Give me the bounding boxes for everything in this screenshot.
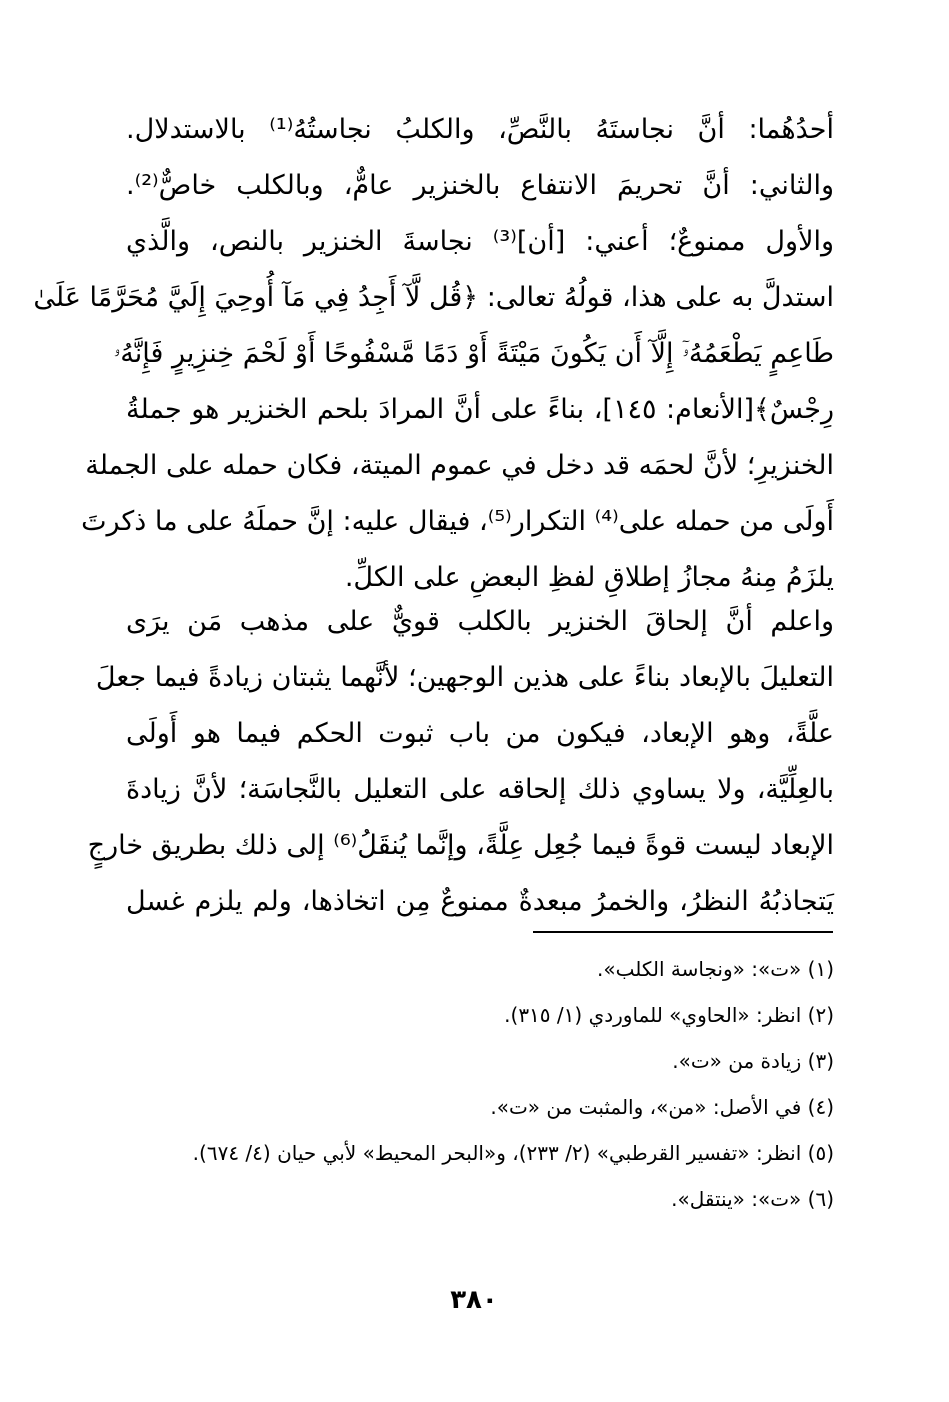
footnote: (٥) انظر: «تفسير القرطبي» (٢/ ٢٣٣)، و«البحر المحيط» لأبي حيان (٤/ ٦٧٤). [192,1141,834,1165]
footnote: (٣) زيادة من «ت». [672,1049,834,1073]
footnotes [126,946,834,1222]
text-line: الإبعاد ليست قوةً فيما جُعِل عِلَّةً، وإنَّما يُنقَلُ⁽⁶⁾ إلى ذلك بطريق خارجٍ [87,830,834,861]
text-line: الخنزيرِ؛ لأنَّ لحمَه قد دخل في عموم الميتة، فكان حمله على الجملة [85,450,834,481]
footnote: (٦) «ت»: «ينتقل». [671,1187,834,1211]
text-line: استدلَّ به على هذا، قولُهُ تعالى: ﴿قُل لَّآ أَجِدُ فِي مَآ أُوحِيَ إِلَيَّ مُحَرَّمًا عَلَىٰ [33,282,834,313]
second-paragraph-block [87,594,834,930]
footnote: (١) «ت»: «ونجاسة الكلب». [597,957,834,981]
footnote: (٢) انظر: «الحاوي» للماوردي (١/ ٣١٥). [504,1003,834,1027]
text-line: التعليلَ بالإبعاد بناءً على هذين الوجهين؛ لأنَّهما يثبتان زيادةً فيما جعلَ [95,662,834,693]
text-line: علَّةً، وهو الإبعاد، فيكون من باب ثبوت الحكم فيما هو أَولَى [126,718,834,749]
page-number: ٣٨٠ [450,1285,498,1315]
text-line: والأول ممنوعٌ؛ أعني: [أن]⁽³⁾ نجاسةَ الخنزير بالنص، والَّذي [126,226,835,257]
footnote: (٤) في الأصل: «من»، والمثبت من «ت». [490,1095,834,1119]
text-line: يلزَمُ مِنهُ مجازُ إطلاقِ لفظِ البعضِ على الكلِّ. [344,562,834,593]
text-line: والثاني: أنَّ تحريمَ الانتفاع بالخنزير عامٌّ، وبالكلب خاصٌّ⁽²⁾. [126,170,834,201]
first-paragraph-block [33,102,835,606]
text-line: طَاعِمٍ يَطْعَمُهُۥٓ إِلَّآ أَن يَكُونَ مَيْتَةً أَوْ دَمًا مَّسْفُوحًا أَوْ لَحْمَ خِنزِيرٍ فَإِنَّهُۥ [113,338,834,369]
text-line: أَولَى من حمله على⁽⁴⁾ التكرار⁽⁵⁾، فيقال عليه: إنَّ حملَهُ على ما ذكرتَ [81,506,834,537]
text-line: رِجْسٌ﴾[الأنعام: ١٤٥]، بناءً على أنَّ المرادَ بلحم الخنزير هو جملةُ [126,394,834,425]
footnote-separator [533,931,833,933]
text-line: واعلم أنَّ إلحاقَ الخنزير بالكلب قويٌّ على مذهب مَن يرَى [126,606,834,637]
text-line: بالعِلِّيَّة، ولا يساوي ذلك إلحاقه على التعليل بالنَّجاسَة؛ لأنَّ زيادةَ [126,774,834,805]
text-line: أحدُهُما: أنَّ نجاستَهُ بالنَّصِّ، والكلبُ نجاستُهُ⁽¹⁾ بالاستدلال. [126,114,834,145]
text-line: يَتجاذبُهُ النظرُ، والخمرُ مبعدةٌ ممنوعٌ مِن اتخاذها، ولم يلزم غسل [126,886,834,917]
